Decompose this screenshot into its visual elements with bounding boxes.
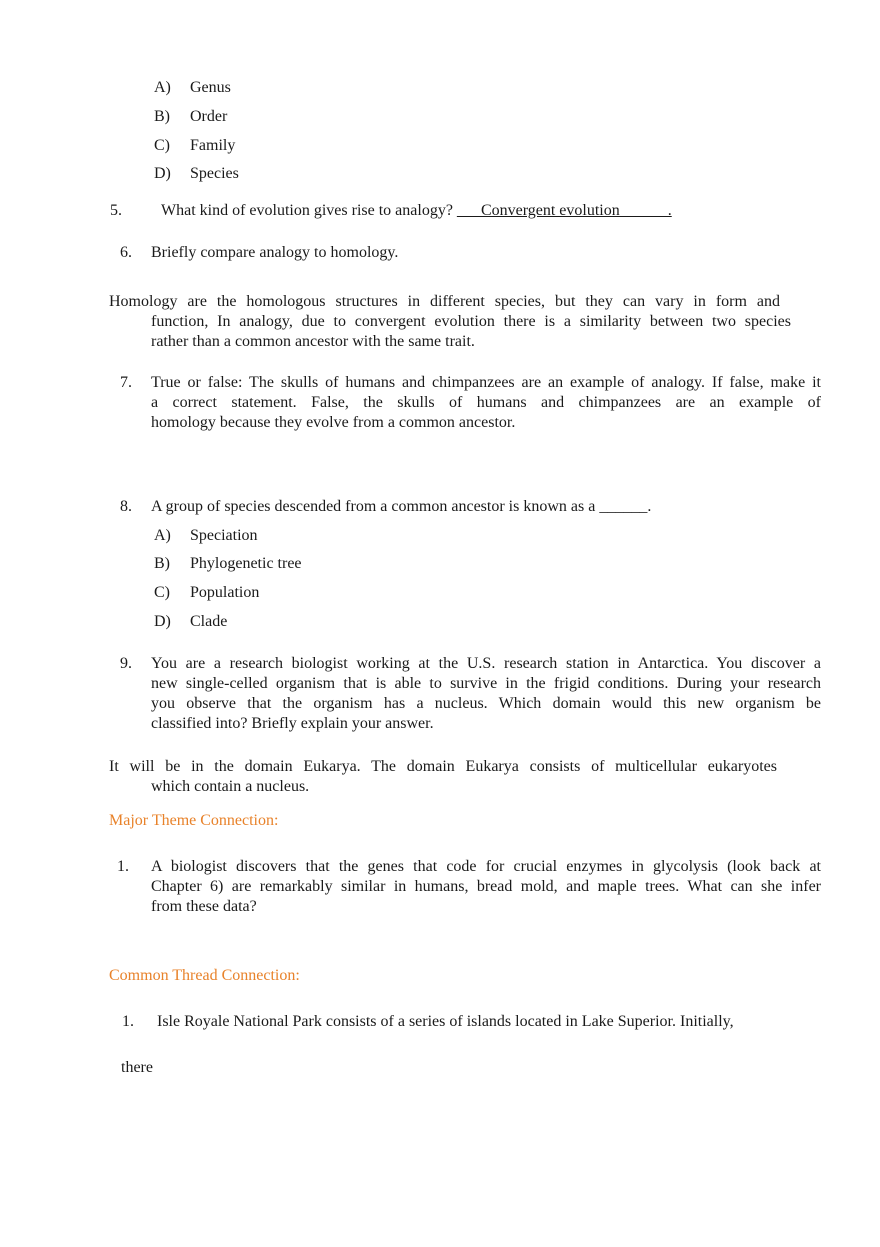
q4-option-d-text: Species xyxy=(190,165,239,182)
q4-option-d-letter: D) xyxy=(154,165,171,182)
q7-line-1: True or false: The skulls of humans and chimpanzees are an example of analogy. If false, make it xyxy=(151,374,821,391)
answer-6-line-1: Homology are the homologous structures in different species, but they can vary in form and xyxy=(109,293,780,310)
q8-option-c-letter: C) xyxy=(154,584,170,601)
common-thread-heading: Common Thread Connection: xyxy=(109,967,300,984)
q4-option-a-letter: A) xyxy=(154,79,171,96)
major-theme-line-3: from these data? xyxy=(151,898,257,915)
q8-option-b-text: Phylogenetic tree xyxy=(190,555,302,572)
q8-option-a-letter: A) xyxy=(154,527,171,544)
q9-text xyxy=(151,654,821,734)
q8-option-b-letter: B) xyxy=(154,555,170,572)
q4-option-b-letter: B) xyxy=(154,108,170,125)
q4-option-c-letter: C) xyxy=(154,137,170,154)
answer-6-cont xyxy=(151,312,791,352)
common-thread-line-1: Isle Royale National Park consists of a series of islands located in Lake Superior. Initially, xyxy=(157,1013,734,1030)
answer-9-line-2: which contain a nucleus. xyxy=(151,778,310,795)
major-theme-line-1: A biologist discovers that the genes that code for crucial enzymes in glycolysis (look back at xyxy=(151,858,821,875)
q9-line-2: new single-celled organism that is able to survive in the frigid conditions. During your research xyxy=(151,675,821,692)
q5-question xyxy=(161,201,672,221)
q7-number: 7. xyxy=(120,374,132,391)
answer-9 xyxy=(109,757,777,777)
answer-6 xyxy=(109,292,780,312)
q9-line-4: classified into? Briefly explain your answer. xyxy=(151,715,434,732)
common-thread-line-2: there xyxy=(121,1059,153,1076)
q5-text: What kind of evolution gives rise to analogy? xyxy=(161,202,457,219)
major-theme-number: 1. xyxy=(117,858,129,875)
q4-option-c-text: Family xyxy=(190,137,236,154)
q8-option-c-text: Population xyxy=(190,584,260,601)
q8-option-d-text: Clade xyxy=(190,613,228,630)
common-thread-number: 1. xyxy=(122,1013,134,1030)
q9-line-3: you observe that the organism has a nucleus. Which domain would this new organism be xyxy=(151,695,821,712)
answer-6-line-2: function, In analogy, due to convergent evolution there is a similarity between two species xyxy=(151,313,791,330)
q9-number: 9. xyxy=(120,655,132,672)
q8-option-d-letter: D) xyxy=(154,613,171,630)
q6-text: Briefly compare analogy to homology. xyxy=(151,244,399,261)
answer-9-line-1: It will be in the domain Eukarya. The domain Eukarya consists of multicellular eukaryotes xyxy=(109,758,777,775)
q5-number: 5. xyxy=(110,202,122,219)
q4-option-b-text: Order xyxy=(190,108,228,125)
q8-number: 8. xyxy=(120,498,132,515)
major-theme-heading: Major Theme Connection: xyxy=(109,812,279,829)
major-theme-line-2: Chapter 6) are remarkably similar in humans, bread mold, and maple trees. What can she infer xyxy=(151,878,821,895)
q7-line-3: homology because they evolve from a common ancestor. xyxy=(151,414,516,431)
answer-6-line-3: rather than a common ancestor with the same trait. xyxy=(151,333,475,350)
q7-text xyxy=(151,373,821,433)
q8-option-a-text: Speciation xyxy=(190,527,258,544)
q7-line-2: a correct statement. False, the skulls of humans and chimpanzees are an example of xyxy=(151,394,821,411)
q4-option-a-text: Genus xyxy=(190,79,231,96)
q8-text: A group of species descended from a common ancestor is known as a ______. xyxy=(151,498,652,515)
q6-number: 6. xyxy=(120,244,132,261)
major-theme-text xyxy=(151,857,821,917)
q5-answer: ___Convergent evolution______. xyxy=(456,202,672,219)
q9-line-1: You are a research biologist working at the U.S. research station in Antarctica. You discover a xyxy=(151,655,821,672)
